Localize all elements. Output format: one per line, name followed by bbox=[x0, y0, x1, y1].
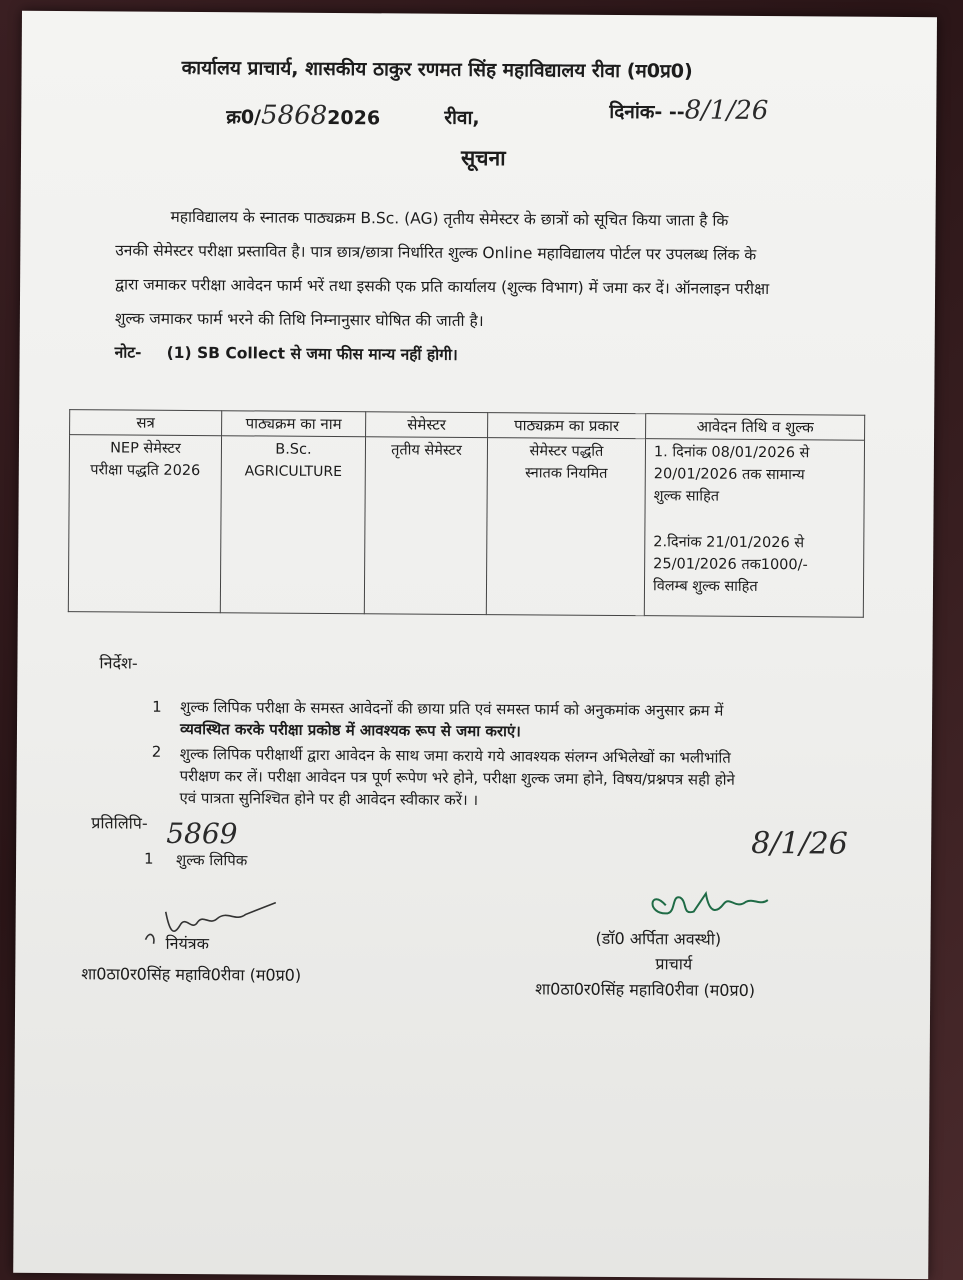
cell-semester: तृतीय सेमेस्टर bbox=[364, 437, 487, 615]
controller-org: शा0ठा0र0सिंह महावि0रीवा (म0प्र0) bbox=[81, 964, 302, 985]
body-line-2: उनकी सेमेस्टर परीक्षा प्रस्तावित है। पात्र छात्र/छात्रा निर्धारित शुल्क Online महाविद्यालय पोर्टल पर उपलब्ध लिंक के bbox=[115, 241, 757, 264]
direction-2: शुल्क लिपिक परीक्षार्थी द्वारा आवेदन के साथ जमा कराये गये आवश्यक संलग्न अभिलेखों का भलीभांति परीक्षण कर लें। परीक्षा आवेदन पत्र पूर्ण रूपेण भरे होने, परीक्षा शुल्क जमा होने, विषय/प्रश्नपत्र सही होने एवं पात्रता सुनिश्चित होने पर ही आवेदन स्वीकार करें। । bbox=[179, 744, 735, 810]
cell-course-type: सेमेस्टर पद्धति स्नातक नियमित bbox=[486, 438, 645, 616]
body-line-3: द्वारा जमाकर परीक्षा आवेदन फार्म भरें तथा इसकी एक प्रति कार्यालय (शुल्क विभाग) में जमा कर दें। ऑनलाइन परीक्षा bbox=[115, 275, 770, 299]
date-line bbox=[609, 95, 768, 126]
body-line-1: महाविद्यालय के स्नातक पाठ्यक्रम B.Sc. (AG) तृतीय सेमेस्टर के छात्रों को सूचित किया जाता है कि bbox=[170, 207, 729, 230]
copy-item-number: 1 bbox=[144, 849, 154, 868]
controller-title: नियंत्रक bbox=[165, 933, 210, 954]
cell-session: NEP सेमेस्टर परीक्षा पद्धति 2026 bbox=[68, 435, 221, 613]
controller-signature bbox=[135, 892, 295, 953]
copy-item-text: शुल्क लिपिक bbox=[176, 850, 248, 870]
col-header-course-type: पाठ्यक्रम का प्रकार bbox=[488, 413, 646, 439]
date-label: दिनांक- -- bbox=[609, 100, 685, 124]
direction-1-number: 1 bbox=[152, 697, 162, 716]
col-header-dates: आवेदन तिथि व शुल्क bbox=[646, 414, 865, 441]
ref-number-handwritten: 5868 bbox=[260, 100, 328, 131]
exam-schedule-table bbox=[68, 409, 865, 618]
reference-line bbox=[226, 100, 380, 131]
document-page bbox=[13, 11, 937, 1279]
col-header-session: सत्र bbox=[70, 410, 222, 436]
place: रीवा, bbox=[444, 106, 480, 130]
col-header-course: पाठ्यक्रम का नाम bbox=[222, 411, 366, 437]
copy-label: प्रतिलिपि- bbox=[91, 813, 148, 833]
body-line-4: शुल्क जमाकर फार्म भरने की तिथि निम्नानुसार घोषित की जाती है। bbox=[114, 309, 484, 331]
office-title: कार्यालय प्राचार्य, शासकीय ठाकुर रणमत सिंह महाविद्यालय रीवा (म0प्र0) bbox=[181, 56, 693, 83]
col-header-semester: सेमेस्टर bbox=[366, 412, 488, 438]
table-row bbox=[68, 435, 864, 618]
copy-date-handwritten: 8/1/26 bbox=[751, 825, 848, 862]
ref-year: 2026 bbox=[327, 106, 381, 130]
principal-signature bbox=[646, 875, 776, 926]
note-text: (1) SB Collect से जमा फीस मान्य नहीं होगी। bbox=[166, 343, 458, 364]
note-label: नोट- bbox=[114, 343, 142, 362]
principal-title: प्राचार्य bbox=[655, 954, 693, 974]
principal-name: (डॉ0 अर्पिता अवस्थी) bbox=[595, 928, 722, 949]
principal-org: शा0ठा0र0सिंह महावि0रीवा (म0प्र0) bbox=[535, 979, 756, 1000]
cell-dates: 1. दिनांक 08/01/2026 से 20/01/2026 तक सामान्य शुल्क साहित 2.दिनांक 21/01/2026 से 25/01/2026 तक1000/- विलम्ब शुल्क साहित bbox=[644, 439, 864, 618]
cell-course: B.Sc. AGRICULTURE bbox=[220, 436, 365, 614]
ref-prefix: क्र0/ bbox=[226, 106, 262, 129]
copy-number-handwritten: 5869 bbox=[166, 816, 238, 851]
direction-1: शुल्क लिपिक परीक्षा के समस्त आवेदनों की छाया प्रति एवं समस्त फार्म को अनुकमांक अनुसार क्रम में व्यवस्थित करके परीक्षा प्रकोष्ठ में आवश्यक रूप से जमा कराएं। bbox=[179, 697, 724, 741]
directions-label: निर्देश- bbox=[99, 653, 138, 673]
date-handwritten: 8/1/26 bbox=[684, 95, 769, 127]
notice-title: सूचना bbox=[460, 145, 506, 171]
direction-2-number: 2 bbox=[151, 742, 162, 761]
